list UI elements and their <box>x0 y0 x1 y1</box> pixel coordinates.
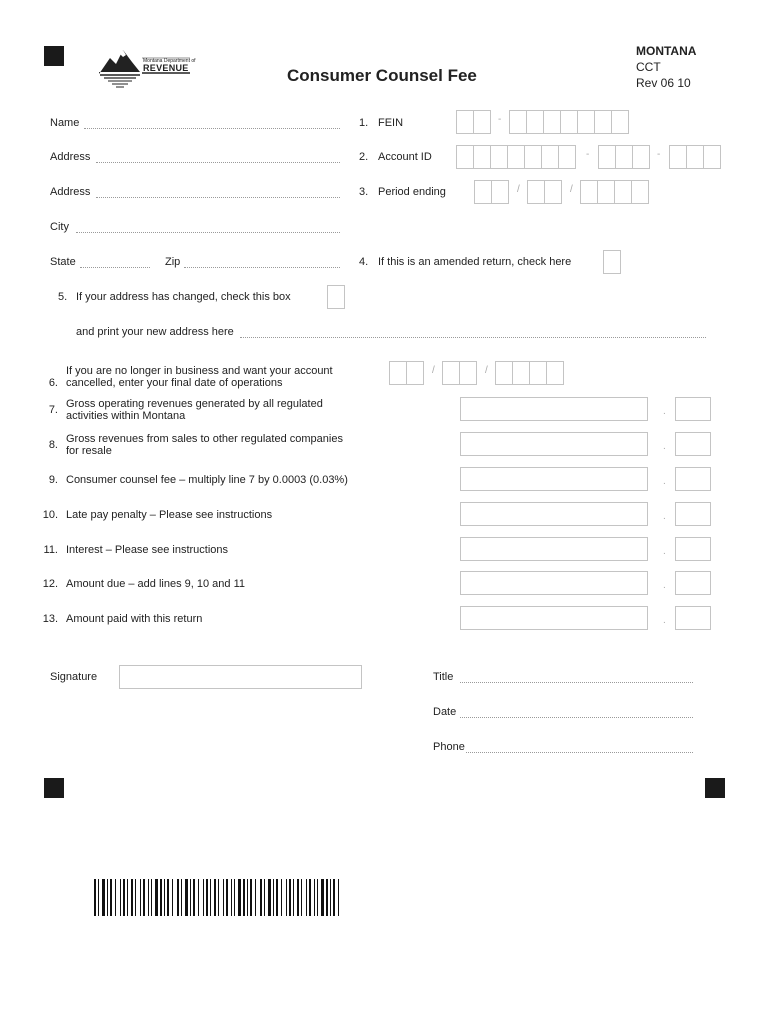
line-9-num: 9. <box>48 474 58 486</box>
period-slash2: / <box>570 184 573 195</box>
line-8-decimal: . <box>663 441 666 452</box>
address-change-num: 5. <box>58 291 68 303</box>
amended-label: If this is an amended return, check here <box>378 256 572 268</box>
line-9-text: Consumer counsel fee – multiply line 7 by 0.0003 (0.03%) <box>66 474 348 486</box>
line-10-num: 10. <box>42 509 58 521</box>
line-13 <box>40 613 360 627</box>
period-day-boxes[interactable] <box>527 180 561 204</box>
line-12-cents[interactable] <box>675 571 711 595</box>
period-slash1: / <box>517 184 520 195</box>
final-date-day-boxes[interactable] <box>442 361 476 385</box>
zip-field[interactable] <box>184 267 340 268</box>
line-9-decimal: . <box>663 476 666 487</box>
period-ending-num: 3. <box>359 186 369 198</box>
address-label: Address <box>50 151 91 163</box>
new-address-label: and print your new address here <box>76 326 234 338</box>
line-9 <box>40 474 380 488</box>
line-10-decimal: . <box>663 511 666 522</box>
line-6-text2: cancelled, enter your final date of operations <box>66 377 283 389</box>
account-id-part1-boxes[interactable] <box>456 145 575 169</box>
line-6 <box>40 365 360 391</box>
account-id-label: Account ID <box>378 151 432 163</box>
zip-label: Zip <box>165 256 181 268</box>
registration-mark-top-left <box>44 46 64 66</box>
form-revision: Rev 06 10 <box>636 76 691 90</box>
line-12-decimal: . <box>663 580 666 591</box>
phone-label: Phone <box>433 741 465 753</box>
address2-label: Address <box>50 186 91 198</box>
name-label: Name <box>50 117 80 129</box>
final-date-slash1: / <box>432 365 435 376</box>
department-logo <box>96 44 196 90</box>
line-8 <box>40 433 360 459</box>
address2-field[interactable] <box>96 197 340 198</box>
line-8-num: 8. <box>48 439 58 451</box>
address-change-label: If your address has changed, check this box <box>76 291 291 303</box>
line-6-text1: If you are no longer in business and want your account <box>66 365 333 377</box>
account-id-part3-boxes[interactable] <box>669 145 720 169</box>
title-label: Title <box>433 671 454 683</box>
final-date-month-boxes[interactable] <box>389 361 423 385</box>
amended-num: 4. <box>359 256 369 268</box>
phone-field[interactable] <box>466 752 693 753</box>
fein-dash: - <box>498 114 502 125</box>
line-7 <box>40 398 360 424</box>
line-8-text2: for resale <box>66 445 112 457</box>
amended-checkbox[interactable] <box>603 250 621 274</box>
line-11-amount[interactable] <box>460 537 648 561</box>
address-field[interactable] <box>96 162 340 163</box>
new-address-field[interactable] <box>240 337 706 338</box>
city-label: City <box>50 221 69 233</box>
line-11-cents[interactable] <box>675 537 711 561</box>
line-12-text: Amount due – add lines 9, 10 and 11 <box>66 578 245 590</box>
state-field-label: State <box>50 256 76 268</box>
period-ending-label: Period ending <box>378 186 446 198</box>
fein-num: 1. <box>359 117 369 129</box>
state-label: MONTANA <box>636 44 697 58</box>
state-field[interactable] <box>80 267 150 268</box>
account-id-dash1: - <box>586 149 590 160</box>
line-8-amount[interactable] <box>460 432 648 456</box>
line-6-num: 6. <box>48 377 58 389</box>
line-13-cents[interactable] <box>675 606 711 630</box>
line-9-cents[interactable] <box>675 467 711 491</box>
line-11 <box>40 544 360 558</box>
line-7-text1: Gross operating revenues generated by all regulated <box>66 398 323 410</box>
line-13-decimal: . <box>663 615 666 626</box>
period-year-boxes[interactable] <box>580 180 648 204</box>
fein-suffix-boxes[interactable] <box>509 110 628 134</box>
signature-label: Signature <box>50 671 98 683</box>
line-8-cents[interactable] <box>675 432 711 456</box>
fein-prefix-boxes[interactable] <box>456 110 490 134</box>
line-9-amount[interactable] <box>460 467 648 491</box>
line-10-cents[interactable] <box>675 502 711 526</box>
account-id-num: 2. <box>359 151 369 163</box>
line-7-text2: activities within Montana <box>66 410 186 422</box>
line-13-num: 13. <box>42 613 58 625</box>
line-11-text: Interest – Please see instructions <box>66 544 229 556</box>
line-13-text: Amount paid with this return <box>66 613 203 625</box>
line-7-amount[interactable] <box>460 397 648 421</box>
address-change-checkbox[interactable] <box>327 285 345 309</box>
line-12 <box>40 578 360 592</box>
line-7-decimal: . <box>663 406 666 417</box>
logo-line1: Montana Department of <box>143 58 196 64</box>
line-11-decimal: . <box>663 546 666 557</box>
line-13-amount[interactable] <box>460 606 648 630</box>
final-date-slash2: / <box>485 365 488 376</box>
line-10-text: Late pay penalty – Please see instructions <box>66 509 273 521</box>
account-id-dash2: - <box>657 149 661 160</box>
line-12-num: 12. <box>42 578 58 590</box>
logo-line2: REVENUE <box>143 63 189 73</box>
account-id-part2-boxes[interactable] <box>598 145 649 169</box>
line-7-cents[interactable] <box>675 397 711 421</box>
line-12-amount[interactable] <box>460 571 648 595</box>
period-month-boxes[interactable] <box>474 180 508 204</box>
registration-mark-bottom-left <box>44 778 64 798</box>
line-10-amount[interactable] <box>460 502 648 526</box>
signature-field[interactable] <box>119 665 362 689</box>
barcode <box>94 879 344 916</box>
fein-label: FEIN <box>378 117 404 129</box>
line-7-num: 7. <box>48 404 58 416</box>
date-label: Date <box>433 706 457 718</box>
final-date-year-boxes[interactable] <box>495 361 563 385</box>
line-11-num: 11. <box>43 544 58 556</box>
registration-mark-bottom-right <box>705 778 725 798</box>
form-code: CCT <box>636 60 661 74</box>
city-field[interactable] <box>76 232 340 233</box>
date-field[interactable] <box>460 717 693 718</box>
name-field[interactable] <box>84 128 340 129</box>
title-field[interactable] <box>460 682 693 683</box>
line-10 <box>40 509 360 523</box>
line-8-text1: Gross revenues from sales to other regulated companies <box>66 433 343 445</box>
form-title: Consumer Counsel Fee <box>287 66 477 85</box>
